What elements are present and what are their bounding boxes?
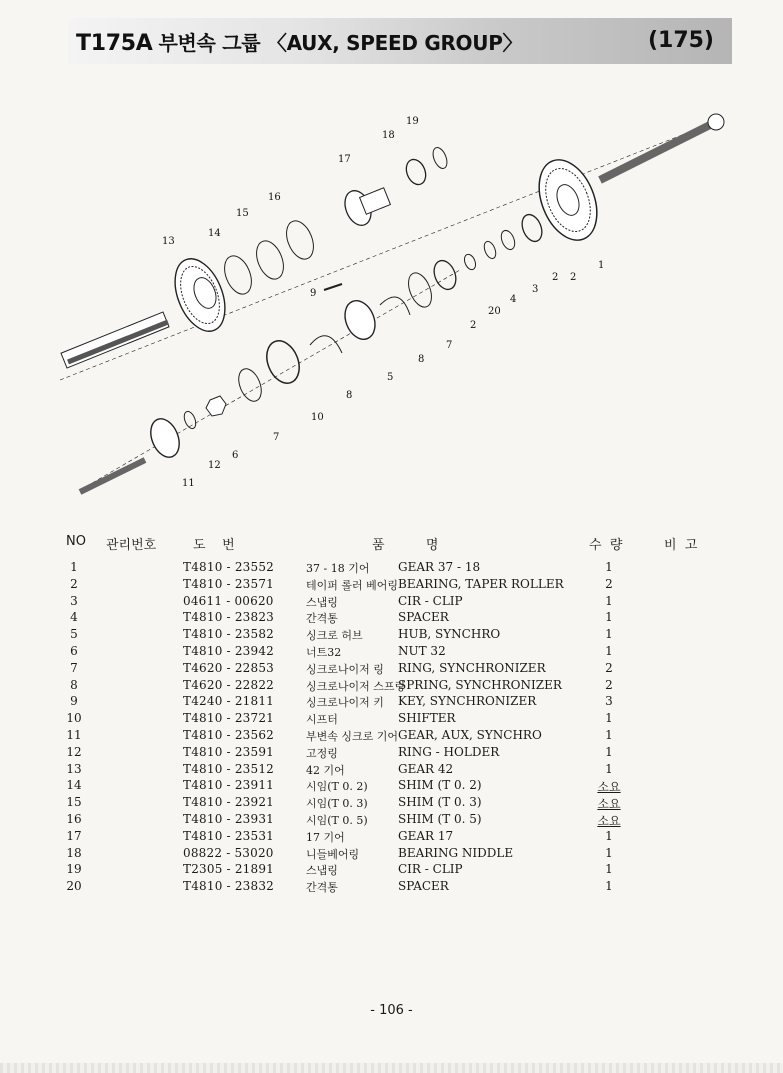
sync-ring	[234, 365, 265, 404]
callout-label: 20	[488, 306, 501, 317]
english-name: SPACER	[398, 610, 449, 625]
quantity: 2	[605, 677, 613, 692]
callout-label: 6	[232, 450, 239, 461]
quantity: 1	[605, 644, 613, 658]
shim-ring	[219, 252, 256, 298]
korean-name: 싱크로 허브	[306, 629, 363, 643]
item-number: 10	[66, 711, 82, 726]
korean-name: 부변속 싱크로 기어	[306, 730, 399, 743]
clip-part	[499, 228, 518, 251]
shifter-part	[261, 336, 305, 388]
drawing-number: T4810 - 23582	[183, 627, 275, 642]
item-number: 16	[66, 812, 82, 826]
drawing-number: T4810 - 23921	[183, 795, 275, 810]
korean-name: 싱크로나이저 스프링	[306, 679, 406, 693]
callout-label: 7	[273, 432, 280, 443]
korean-name: 스냅링	[306, 864, 338, 878]
table-row	[0, 627, 783, 644]
table-row	[0, 846, 783, 863]
parts-table-header	[0, 534, 783, 554]
drawing-number: T4810 - 23531	[183, 828, 275, 843]
col-mgmt-number: 관리번호	[106, 538, 157, 553]
callout-label: 1	[598, 260, 605, 271]
drawing-number: T4810 - 23911	[183, 778, 275, 793]
drawing-number: T2305 - 21891	[183, 862, 275, 877]
table-row	[0, 862, 783, 879]
quantity: 1	[605, 761, 613, 776]
shim-ring	[281, 217, 318, 263]
korean-name: 니들베어링	[306, 847, 360, 861]
table-row	[0, 711, 783, 728]
item-number: 3	[70, 593, 78, 608]
col-remark: 비 고	[664, 538, 698, 553]
english-name: SPRING, SYNCHRONIZER	[398, 677, 562, 692]
korean-name: 고정링	[306, 746, 338, 760]
item-number: 8	[70, 677, 78, 692]
item-number: 11	[66, 728, 82, 742]
drawing-number: 04611 - 00620	[183, 593, 274, 608]
table-row	[0, 661, 783, 678]
callout-label: 4	[510, 294, 517, 305]
quantity: 1	[605, 879, 613, 894]
item-number: 5	[70, 627, 78, 642]
english-name: SHIM (T 0. 5)	[398, 812, 482, 826]
item-number: 20	[66, 879, 82, 894]
callout-label: 7	[446, 340, 453, 351]
sync-hub	[340, 296, 381, 344]
quantity: 1	[605, 845, 613, 860]
quantity: 소요	[597, 780, 621, 795]
bearing-part	[518, 212, 545, 245]
col-part-name: 품 명	[372, 538, 439, 553]
shim-ring	[251, 237, 288, 283]
callout-label: 17	[338, 154, 351, 165]
drawing-number: T4620 - 22853	[183, 660, 275, 675]
drawing-number: T4810 - 23591	[183, 744, 275, 759]
group-title: 부변속 그룹 〈AUX, SPEED GROUP〉	[158, 31, 523, 55]
table-row	[0, 745, 783, 762]
drawing-number: 08822 - 53020	[183, 845, 274, 860]
col-quantity: 수 량	[589, 538, 623, 553]
korean-name: 싱크로나이저 링	[306, 662, 384, 676]
english-name: SPACER	[398, 879, 449, 894]
callout-label: 13	[162, 236, 175, 247]
drawing-number: T4810 - 23931	[183, 812, 275, 826]
spacer-part	[482, 240, 498, 260]
table-row	[0, 577, 783, 594]
table-row	[0, 678, 783, 695]
item-number: 9	[70, 694, 78, 709]
english-name: GEAR 42	[398, 761, 454, 776]
korean-name: 37 - 18 기어	[306, 562, 370, 575]
callout-label: 3	[532, 284, 539, 295]
sync-key	[324, 284, 342, 290]
item-number: 6	[70, 644, 78, 658]
table-row	[0, 795, 783, 812]
korean-name: 42 기어	[306, 763, 345, 777]
page-number: - 106 -	[370, 1003, 413, 1018]
english-name: SHIM (T 0. 2)	[398, 778, 482, 793]
english-name: HUB, SYNCHRO	[398, 627, 501, 642]
callout-label: 9	[310, 288, 317, 299]
nut-part	[206, 396, 226, 416]
quantity: 2	[605, 576, 613, 591]
korean-name: 테이퍼 롤러 베어링	[306, 578, 399, 592]
english-name: CIR - CLIP	[398, 862, 463, 877]
drawing-number: T4240 - 21811	[183, 694, 275, 709]
clip-part	[430, 146, 449, 171]
item-number: 7	[70, 660, 78, 675]
korean-name: 간격통	[306, 612, 338, 626]
page-header	[68, 18, 732, 64]
korean-name: 간격통	[306, 881, 338, 895]
quantity: 1	[605, 627, 613, 642]
callout-label: 16	[268, 192, 281, 203]
table-row	[0, 594, 783, 611]
item-number: 17	[66, 828, 82, 843]
english-name: KEY, SYNCHRONIZER	[398, 694, 537, 709]
table-row	[0, 829, 783, 846]
table-row	[0, 694, 783, 711]
item-number: 15	[66, 795, 82, 810]
korean-name: 시임(T 0. 5)	[306, 814, 368, 827]
english-name: BEARING NIDDLE	[398, 845, 514, 860]
english-name: GEAR 37 - 18	[398, 560, 481, 574]
sync-spring	[380, 297, 410, 315]
col-drawing-number: 도 번	[193, 538, 235, 553]
section-title	[76, 27, 522, 56]
item-number: 18	[66, 845, 82, 860]
callout-label: 12	[208, 460, 221, 471]
item-number: 4	[70, 610, 78, 625]
quantity: 1	[605, 862, 613, 877]
callout-label: 2	[552, 272, 559, 283]
callout-label: 15	[236, 208, 249, 219]
quantity: 3	[605, 694, 613, 709]
bearing-part	[430, 257, 460, 292]
korean-name: 17 기어	[306, 830, 345, 844]
callout-label: 8	[346, 390, 353, 401]
table-row	[0, 812, 783, 829]
korean-name: 시임(T 0. 3)	[306, 797, 368, 811]
item-number: 1	[70, 560, 78, 574]
english-name: RING, SYNCHRONIZER	[398, 660, 546, 675]
scan-edge	[0, 1063, 783, 1073]
table-row	[0, 610, 783, 627]
drawing-number: T4810 - 23721	[183, 711, 275, 726]
table-row	[0, 728, 783, 745]
english-name: CIR - CLIP	[398, 593, 463, 608]
quantity: 1	[605, 711, 613, 726]
item-number: 19	[66, 862, 82, 877]
col-no: NO	[66, 534, 86, 549]
callout-label: 8	[418, 354, 425, 365]
item-number: 14	[66, 778, 82, 793]
drawing-number: T4810 - 23552	[183, 560, 275, 574]
drawing-number: T4810 - 23512	[183, 761, 275, 776]
item-number: 2	[70, 576, 78, 591]
quantity: 1	[605, 593, 613, 608]
korean-name: 시임(T 0. 2)	[306, 780, 368, 794]
table-row	[0, 762, 783, 779]
model-code: T175A	[76, 31, 153, 56]
aux-sync-gear	[145, 415, 184, 462]
english-name: RING - HOLDER	[398, 744, 500, 759]
korean-name: 시프터	[306, 713, 338, 727]
drawing-number: T4810 - 23942	[183, 644, 275, 658]
callout-label: 10	[311, 412, 324, 423]
callout-label: 2	[570, 272, 577, 283]
english-name: GEAR 17	[398, 828, 454, 843]
quantity: 1	[605, 610, 613, 625]
english-name: SHIM (T 0. 3)	[398, 795, 482, 810]
korean-name: 싱크로나이저 키	[306, 696, 384, 710]
quantity: 소요	[597, 797, 621, 812]
drawing-number: T4810 - 23571	[183, 576, 275, 591]
drawing-number: T4810 - 23823	[183, 610, 275, 625]
callout-label: 2	[470, 320, 477, 331]
quantity: 2	[605, 660, 613, 675]
drawing-number: T4810 - 23562	[183, 728, 275, 742]
quantity: 1	[605, 560, 613, 574]
english-name: SHIFTER	[398, 711, 456, 726]
korean-name: 스냅링	[306, 595, 338, 609]
sync-ring	[404, 270, 436, 311]
main-shaft-part	[528, 114, 724, 249]
quantity: 1	[605, 728, 613, 742]
item-number: 13	[66, 761, 82, 776]
aux-shaft-part	[61, 252, 235, 368]
spacer-part	[462, 253, 477, 272]
drawing-number: T4810 - 23832	[183, 879, 275, 894]
callout-label: 19	[406, 116, 419, 127]
table-row	[0, 644, 783, 661]
exploded-parts-diagram	[40, 100, 740, 520]
item-number: 12	[66, 744, 82, 759]
bearing-part	[403, 157, 429, 188]
english-name: NUT 32	[398, 644, 446, 658]
callout-label: 11	[182, 478, 195, 489]
holder-ring	[182, 410, 198, 430]
page-code: (175)	[647, 28, 714, 53]
table-row	[0, 778, 783, 795]
table-row	[0, 879, 783, 896]
korean-name: 너트32	[306, 646, 342, 659]
callout-label: 14	[208, 228, 221, 239]
sync-spring	[310, 336, 342, 353]
drawing-number: T4620 - 22822	[183, 677, 275, 692]
english-name: BEARING, TAPER ROLLER	[398, 576, 564, 591]
table-row	[0, 560, 783, 577]
callout-label: 5	[387, 372, 394, 383]
quantity: 소요	[597, 814, 621, 828]
quantity: 1	[605, 744, 613, 759]
quantity: 1	[605, 828, 613, 843]
english-name: GEAR, AUX, SYNCHRO	[398, 728, 542, 742]
callout-label: 18	[382, 130, 395, 141]
